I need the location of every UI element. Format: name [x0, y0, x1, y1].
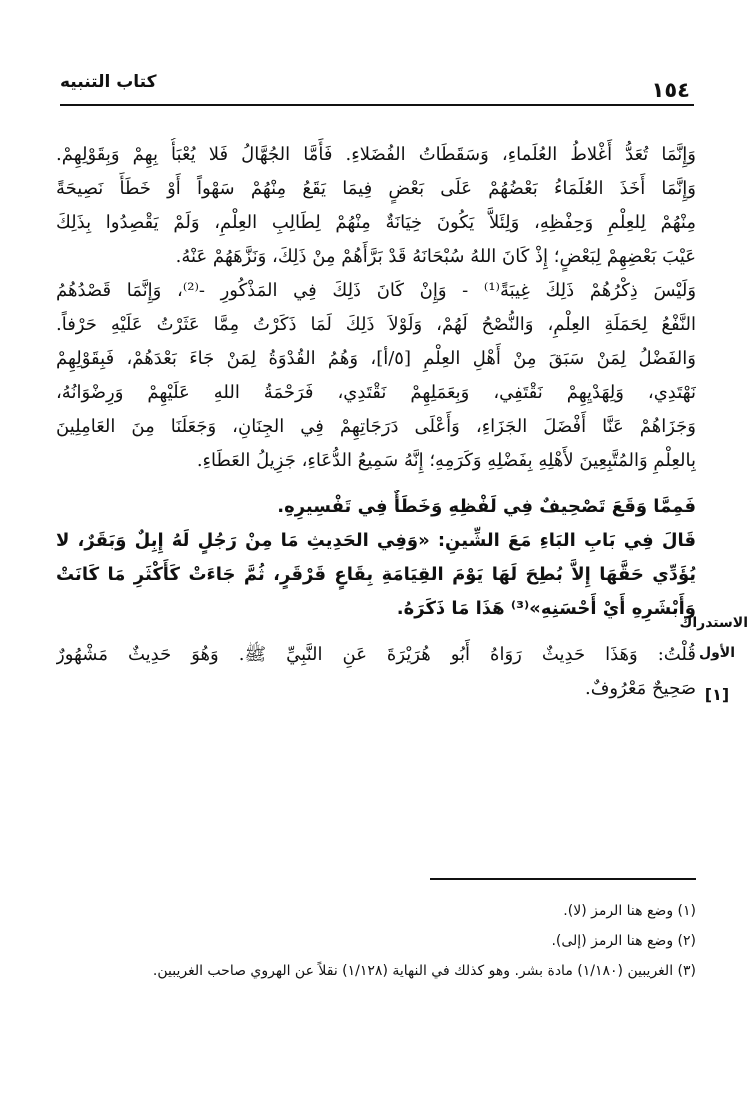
- margin-note-subtitle: الأول: [698, 645, 736, 661]
- footnote: (٢) وضع هنا الرمز (إلى).: [551, 933, 696, 949]
- paragraph-gap: [56, 478, 696, 490]
- quote-line: وَأَبْشَرِهِ أَيْ أَحْسَنِهِ»⁽³⁾ هَذَا مَا ذَكَرَهُ.: [396, 598, 696, 619]
- quote-line: يُؤَدِّي حَقَّهَا إِلاَّ بُطِحَ لَهَا يَوْمَ القِيَامَةِ بِقَاعٍ قَرْقَرٍ، ثُمَّ جَاءَتْ كَأَكْثَرِ مَا كَانَتْ: [56, 564, 696, 585]
- quote-line: قَالَ فِي بَابِ البَاءِ مَعَ الشِّينِ: «وَفِي الحَدِيثِ مَا مِنْ رَجُلٍ لَهُ إِبِلٌ وَبَقَرٌ، لا: [56, 530, 696, 551]
- text-line: وَإِنَّمَا تُعَدُّ أَغْلاطُ العُلَماءِ، وَسَقَطَاتُ الفُضَلاءِ. فَأَمَّا الجُهَّالُ فَلا يُعْبَأُ بِهِمْ وَبِقَوْلِهِمْ.: [56, 144, 696, 165]
- section-heading: فَمِمَّا وَقَعَ تَصْحِيفٌ فِي لَفْظِهِ وَخَطَأٌ فِي تَفْسِيرِهِ.: [277, 496, 696, 517]
- text-line: وَإِنَّمَا أَخَذَ العُلَمَاءُ بَعْضُهُمْ عَلَى بَعْضٍ فِيمَا يَقَعُ مِنْهُمْ سَهْواً أَوْ خَطَأً نَصِيحَةً: [56, 178, 696, 199]
- footnote-divider: [430, 878, 696, 880]
- text-line: وَجَزَاهُمْ عَنَّا أَفْضَلَ الجَزَاءِ، وَأَعْلَى دَرَجَاتِهِمْ فِي الجِنَانِ، وَجَعَلَنَا مِنَ العَامِلِينَ: [56, 416, 696, 437]
- page-number: ١٥٤: [651, 78, 690, 102]
- footnote: (١) وضع هنا الرمز (لا).: [563, 903, 696, 919]
- main-text: [56, 138, 696, 706]
- book-title: كتاب التنبيه: [60, 72, 157, 92]
- text-line: النَّفْعُ لِحَمَلَةِ العِلْمِ، وَالنُّصْحُ لَهُمْ، وَلَوْلاَ ذَلِكَ لَمَا ذَكَرْتُ مِمَّا عَثَرْتُ عَلَيْهِ حَرْفاً.: [56, 314, 696, 335]
- text-line: وَلَيْسَ ذِكْرُهُمْ ذَلِكَ غِيبَةً⁽¹⁾ - وَإِنْ كَانَ ذَلِكَ فِي المَذْكُورِ -⁽²⁾، وَإِنَّمَا قَصْدُهُمُ: [56, 280, 696, 301]
- text-line: عَيْبَ بَعْضِهِمْ لِبَعْضٍ؛ إِذْ كَانَ اللهُ سُبْحَانَهُ قَدْ بَرَّأَهُمْ مِنْ ذَلِكَ، وَنَزَّهَهُمْ عَنْهُ.: [175, 246, 696, 267]
- reply-block: [56, 638, 696, 706]
- paragraph-gap: [56, 626, 696, 638]
- running-header: [60, 68, 690, 100]
- text-line: بِالعِلْمِ وَالمُتَّبِعِينَ لأَهْلِهِ بِفَضْلِهِ وَكَرَمِهِ؛ إِنَّهُ سَمِيعُ الدُّعَاءِ، جَزِيلُ العَطَاءِ.: [196, 450, 696, 471]
- header-divider: [60, 104, 694, 106]
- text-line: وَالفَضْلُ لِمَنْ سَبَقَ مِنْ أَهْلِ العِلْمِ [٥/أ]، وَهُمُ القُدْوَةُ لِمَنْ جَاءَ بَعْدَهُمْ، فَبِقَوْلِهِمْ: [56, 348, 696, 369]
- margin-note: [679, 608, 748, 710]
- reply-line: قُلْتُ: وَهَذَا حَدِيثٌ رَوَاهُ أَبُو هُرَيْرَةَ عَنِ النَّبِيِّ ﷺ. وَهُوَ حَدِيثٌ مَشْهُورٌ: [56, 644, 696, 665]
- text-line: مِنْهُمْ لِلعِلْمِ وَحِفْظِهِ، وَلِئَلاَّ يَكُونَ خِيَانَةٌ مِنْهُمْ لِطَالِبِ العِلْمِ، وَلَمْ يَقْصِدُوا بِذَلِكَ: [56, 212, 696, 233]
- footnotes: [60, 896, 696, 986]
- reply-line: صَحِيحٌ مَعْرُوفٌ.: [584, 678, 696, 699]
- section-block: [56, 490, 696, 626]
- margin-note-title: الاستدراك: [679, 615, 748, 631]
- intro-paragraphs: [56, 138, 696, 478]
- margin-note-number: [١]: [704, 685, 730, 704]
- text-line: نَهْتَدِي، وَلِهَدْيِهِمْ نَقْتَفِي، وَبِعَمَلِهِمْ نَقْتَدِي، فَرَحْمَةُ اللهِ عَلَيْهِمْ وَرِضْوَانُهُ،: [56, 382, 696, 403]
- footnote: (٣) الغريبين (١/١٨٠) مادة بشر. وهو كذلك في النهاية (١/١٢٨) نقلاً عن الهروي صاحب الغريبين.: [152, 963, 696, 979]
